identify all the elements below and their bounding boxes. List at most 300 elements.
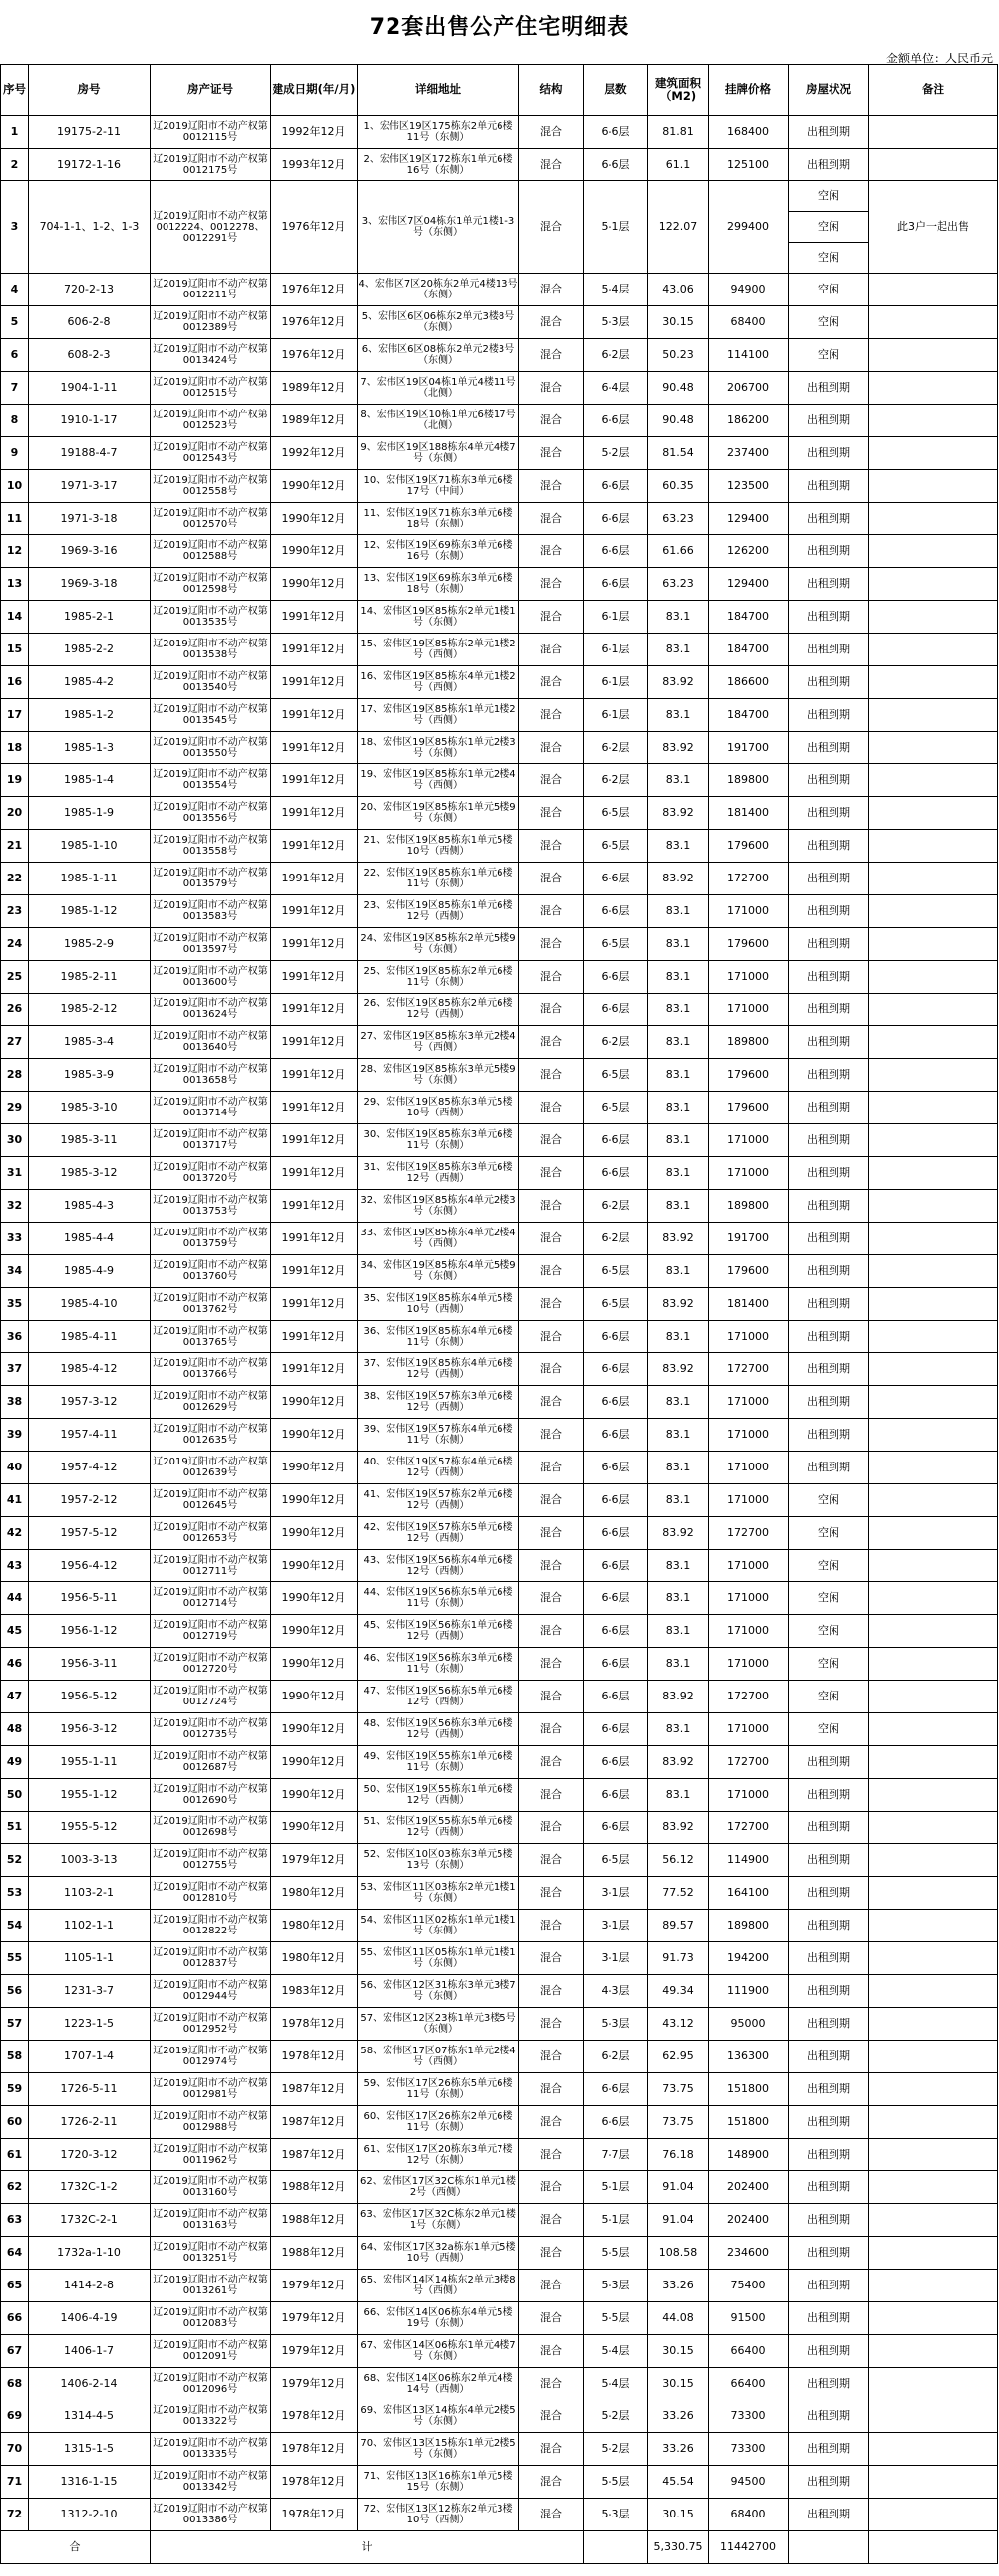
room-number-cell: 1103-2-1 bbox=[29, 1877, 151, 1910]
address-cell: 32、宏伟区19区85栋东4单元2楼3号（东侧） bbox=[358, 1190, 519, 1223]
row-number-cell: 10 bbox=[1, 470, 29, 503]
status-cell: 出租到期 bbox=[789, 1779, 869, 1812]
table-row bbox=[1, 1386, 998, 1419]
floor-cell: 6-2层 bbox=[584, 1026, 648, 1059]
area-cell: 81.81 bbox=[648, 116, 709, 149]
room-number-cell: 1406-1-7 bbox=[29, 2335, 151, 2368]
status-cell: 出租到期 bbox=[789, 1877, 869, 1910]
build-date-cell: 1990年12月 bbox=[271, 1484, 358, 1517]
area-cell: 61.66 bbox=[648, 535, 709, 568]
note-cell bbox=[869, 1452, 998, 1484]
table-row bbox=[1, 1092, 998, 1124]
address-cell: 21、宏伟区19区85栋东1单元5楼10号（西侧） bbox=[358, 830, 519, 863]
status-cell: 出租到期 bbox=[789, 2139, 869, 2171]
status-cell: 出租到期 bbox=[789, 535, 869, 568]
row-number-cell: 3 bbox=[1, 181, 29, 274]
price-cell: 94900 bbox=[709, 274, 789, 306]
room-number-cell: 19188-4-7 bbox=[29, 437, 151, 470]
certificate-number-cell: 辽2019辽阳市不动产权第0013640号 bbox=[151, 1026, 271, 1059]
note-cell bbox=[869, 1615, 998, 1648]
area-cell: 33.26 bbox=[648, 2270, 709, 2302]
structure-cell: 混合 bbox=[519, 699, 584, 732]
area-cell: 83.1 bbox=[648, 928, 709, 961]
structure-cell: 混合 bbox=[519, 1321, 584, 1353]
room-number-cell: 1720-3-12 bbox=[29, 2139, 151, 2171]
certificate-number-cell: 辽2019辽阳市不动产权第0012735号 bbox=[151, 1713, 271, 1746]
room-number-cell: 1985-1-4 bbox=[29, 764, 151, 797]
area-cell: 30.15 bbox=[648, 2368, 709, 2400]
header-cell: 建筑面积（M2) bbox=[648, 65, 709, 116]
address-cell: 14、宏伟区19区85栋东2单元1楼1号（东侧） bbox=[358, 601, 519, 634]
row-number-cell: 52 bbox=[1, 1844, 29, 1877]
area-cell: 83.1 bbox=[648, 699, 709, 732]
certificate-number-cell: 辽2019辽阳市不动产权第0012724号 bbox=[151, 1681, 271, 1713]
price-cell: 172700 bbox=[709, 1681, 789, 1713]
note-cell bbox=[869, 732, 998, 764]
area-cell: 44.08 bbox=[648, 2302, 709, 2335]
room-number-cell: 1910-1-17 bbox=[29, 405, 151, 437]
room-number-cell: 1105-1-1 bbox=[29, 1942, 151, 1975]
build-date-cell: 1988年12月 bbox=[271, 2204, 358, 2237]
status-cell: 出租到期 bbox=[789, 1353, 869, 1386]
price-cell: 171000 bbox=[709, 961, 789, 994]
address-cell: 64、宏伟区17区32a栋东1单元5楼10号（西侧） bbox=[358, 2237, 519, 2270]
address-cell: 47、宏伟区19区56栋东5单元6楼12号（西侧） bbox=[358, 1681, 519, 1713]
price-cell: 171000 bbox=[709, 1419, 789, 1452]
note-cell bbox=[869, 2270, 998, 2302]
row-number-cell: 49 bbox=[1, 1746, 29, 1779]
row-number-cell: 47 bbox=[1, 1681, 29, 1713]
note-cell bbox=[869, 2499, 998, 2531]
row-number-cell: 61 bbox=[1, 2139, 29, 2171]
table-row bbox=[1, 2466, 998, 2499]
room-number-cell: 1985-4-9 bbox=[29, 1255, 151, 1288]
note-cell bbox=[869, 1288, 998, 1321]
structure-cell: 混合 bbox=[519, 1124, 584, 1157]
floor-cell: 5-1层 bbox=[584, 2171, 648, 2204]
area-cell: 89.57 bbox=[648, 1910, 709, 1942]
certificate-number-cell: 辽2019辽阳市不动产权第0012974号 bbox=[151, 2041, 271, 2073]
address-cell: 6、宏伟区6区08栋东2单元2楼3号（东侧） bbox=[358, 339, 519, 372]
certificate-number-cell: 辽2019辽阳市不动产权第0012690号 bbox=[151, 1779, 271, 1812]
row-number-cell: 12 bbox=[1, 535, 29, 568]
certificate-number-cell: 辽2019辽阳市不动产权第0012714号 bbox=[151, 1582, 271, 1615]
row-number-cell: 41 bbox=[1, 1484, 29, 1517]
build-date-cell: 1980年12月 bbox=[271, 1877, 358, 1910]
certificate-number-cell: 辽2019辽阳市不动产权第0012711号 bbox=[151, 1550, 271, 1582]
status-cell: 空闲 bbox=[789, 1582, 869, 1615]
row-number-cell: 35 bbox=[1, 1288, 29, 1321]
certificate-number-cell: 辽2019辽阳市不动产权第0012952号 bbox=[151, 2008, 271, 2041]
address-cell: 23、宏伟区19区85栋东1单元6楼12号（西侧） bbox=[358, 895, 519, 928]
structure-cell: 混合 bbox=[519, 339, 584, 372]
address-cell: 17、宏伟区19区85栋东1单元1楼2号（西侧） bbox=[358, 699, 519, 732]
room-number-cell: 1956-3-11 bbox=[29, 1648, 151, 1681]
status-cell: 出租到期 bbox=[789, 1223, 869, 1255]
note-cell bbox=[869, 797, 998, 830]
structure-cell: 混合 bbox=[519, 895, 584, 928]
price-cell: 171000 bbox=[709, 1484, 789, 1517]
table-row bbox=[1, 994, 998, 1026]
certificate-number-cell: 辽2019辽阳市不动产权第0012837号 bbox=[151, 1942, 271, 1975]
status-cell: 出租到期 bbox=[789, 1844, 869, 1877]
status-cell: 出租到期 bbox=[789, 1255, 869, 1288]
floor-cell: 3-1层 bbox=[584, 1942, 648, 1975]
certificate-number-cell: 辽2019辽阳市不动产权第0013160号 bbox=[151, 2171, 271, 2204]
table-row bbox=[1, 2499, 998, 2531]
floor-cell: 6-6层 bbox=[584, 116, 648, 149]
structure-cell: 混合 bbox=[519, 961, 584, 994]
status-cell: 出租到期 bbox=[789, 2041, 869, 2073]
price-cell: 171000 bbox=[709, 1124, 789, 1157]
area-cell: 83.92 bbox=[648, 732, 709, 764]
structure-cell: 混合 bbox=[519, 2499, 584, 2531]
note-cell bbox=[869, 1975, 998, 2008]
price-cell: 179600 bbox=[709, 1255, 789, 1288]
header-cell: 序号 bbox=[1, 65, 29, 116]
floor-cell: 4-3层 bbox=[584, 1975, 648, 2008]
price-cell: 111900 bbox=[709, 1975, 789, 2008]
status-cell: 出租到期 bbox=[789, 2433, 869, 2466]
build-date-cell: 1991年12月 bbox=[271, 1190, 358, 1223]
build-date-cell: 1976年12月 bbox=[271, 339, 358, 372]
floor-cell: 6-6层 bbox=[584, 1157, 648, 1190]
table-row bbox=[1, 830, 998, 863]
table-row bbox=[1, 764, 998, 797]
housing-detail-table bbox=[0, 64, 998, 2564]
area-cell: 45.54 bbox=[648, 2466, 709, 2499]
floor-cell: 6-6层 bbox=[584, 1353, 648, 1386]
note-cell bbox=[869, 1844, 998, 1877]
address-cell: 44、宏伟区19区56栋东5单元6楼11号（东侧） bbox=[358, 1582, 519, 1615]
build-date-cell: 1979年12月 bbox=[271, 2270, 358, 2302]
price-cell: 202400 bbox=[709, 2204, 789, 2237]
floor-cell: 6-6层 bbox=[584, 1713, 648, 1746]
area-cell: 49.34 bbox=[648, 1975, 709, 2008]
price-cell: 172700 bbox=[709, 1746, 789, 1779]
address-cell: 41、宏伟区19区57栋东2单元6楼12号（西侧） bbox=[358, 1484, 519, 1517]
row-number-cell: 32 bbox=[1, 1190, 29, 1223]
address-cell: 20、宏伟区19区85栋东1单元5楼9号（东侧） bbox=[358, 797, 519, 830]
status-cell: 出租到期 bbox=[789, 1124, 869, 1157]
address-cell: 55、宏伟区11区05栋东1单元1楼1号（东侧） bbox=[358, 1942, 519, 1975]
room-number-cell: 1985-2-11 bbox=[29, 961, 151, 994]
note-cell bbox=[869, 764, 998, 797]
floor-cell: 6-5层 bbox=[584, 1255, 648, 1288]
structure-cell: 混合 bbox=[519, 1582, 584, 1615]
room-number-cell: 1406-2-14 bbox=[29, 2368, 151, 2400]
floor-cell: 5-5层 bbox=[584, 2466, 648, 2499]
area-cell: 62.95 bbox=[648, 2041, 709, 2073]
build-date-cell: 1993年12月 bbox=[271, 149, 358, 181]
price-cell: 171000 bbox=[709, 1550, 789, 1582]
table-row bbox=[1, 339, 998, 372]
room-number-cell: 1406-4-19 bbox=[29, 2302, 151, 2335]
build-date-cell: 1990年12月 bbox=[271, 1746, 358, 1779]
row-number-cell: 11 bbox=[1, 503, 29, 535]
certificate-number-cell: 辽2019辽阳市不动产权第0012115号 bbox=[151, 116, 271, 149]
price-cell: 186600 bbox=[709, 666, 789, 699]
structure-cell: 混合 bbox=[519, 306, 584, 339]
row-number-cell: 51 bbox=[1, 1812, 29, 1844]
certificate-number-cell: 辽2019辽阳市不动产权第0012639号 bbox=[151, 1452, 271, 1484]
price-cell: 171000 bbox=[709, 1779, 789, 1812]
status-cell: 出租到期 bbox=[789, 1812, 869, 1844]
status-cell: 出租到期 bbox=[789, 149, 869, 181]
build-date-cell: 1990年12月 bbox=[271, 1550, 358, 1582]
floor-cell: 6-5层 bbox=[584, 1844, 648, 1877]
build-date-cell: 1991年12月 bbox=[271, 666, 358, 699]
structure-cell: 混合 bbox=[519, 568, 584, 601]
address-cell: 30、宏伟区19区85栋东3单元6楼11号（东侧） bbox=[358, 1124, 519, 1157]
status-cell: 出租到期 bbox=[789, 732, 869, 764]
table-row bbox=[1, 2008, 998, 2041]
table-row bbox=[1, 1026, 998, 1059]
certificate-number-cell: 辽2019辽阳市不动产权第0013251号 bbox=[151, 2237, 271, 2270]
note-cell bbox=[869, 372, 998, 405]
address-cell: 36、宏伟区19区85栋东4单元6楼11号（东侧） bbox=[358, 1321, 519, 1353]
price-cell: 168400 bbox=[709, 116, 789, 149]
floor-cell: 6-6层 bbox=[584, 405, 648, 437]
structure-cell: 混合 bbox=[519, 1386, 584, 1419]
status-cell: 出租到期 bbox=[789, 1092, 869, 1124]
area-cell: 56.12 bbox=[648, 1844, 709, 1877]
table-row bbox=[1, 1910, 998, 1942]
row-number-cell: 28 bbox=[1, 1059, 29, 1092]
floor-cell: 6-6层 bbox=[584, 1648, 648, 1681]
row-number-cell: 20 bbox=[1, 797, 29, 830]
status-cell: 出租到期 bbox=[789, 797, 869, 830]
area-cell: 77.52 bbox=[648, 1877, 709, 1910]
build-date-cell: 1980年12月 bbox=[271, 1910, 358, 1942]
area-cell: 83.92 bbox=[648, 666, 709, 699]
area-cell: 122.07 bbox=[648, 181, 709, 274]
row-number-cell: 31 bbox=[1, 1157, 29, 1190]
certificate-number-cell: 辽2019辽阳市不动产权第0013762号 bbox=[151, 1288, 271, 1321]
address-cell: 52、宏伟区10区03栋东3单元5楼13号（东侧） bbox=[358, 1844, 519, 1877]
area-cell: 83.1 bbox=[648, 1615, 709, 1648]
room-number-cell: 1732C-2-1 bbox=[29, 2204, 151, 2237]
empty-cell bbox=[869, 2531, 998, 2564]
build-date-cell: 1976年12月 bbox=[271, 274, 358, 306]
area-cell: 63.23 bbox=[648, 503, 709, 535]
price-cell: 179600 bbox=[709, 1092, 789, 1124]
area-cell: 83.1 bbox=[648, 1092, 709, 1124]
room-number-cell: 1985-1-2 bbox=[29, 699, 151, 732]
structure-cell: 混合 bbox=[519, 2433, 584, 2466]
row-number-cell: 19 bbox=[1, 764, 29, 797]
row-number-cell: 30 bbox=[1, 1124, 29, 1157]
floor-cell: 6-6层 bbox=[584, 961, 648, 994]
row-number-cell: 68 bbox=[1, 2368, 29, 2400]
note-cell bbox=[869, 1255, 998, 1288]
structure-cell: 混合 bbox=[519, 1059, 584, 1092]
note-cell bbox=[869, 830, 998, 863]
certificate-number-cell: 辽2019辽阳市不动产权第0013759号 bbox=[151, 1223, 271, 1255]
certificate-number-cell: 辽2019辽阳市不动产权第0012719号 bbox=[151, 1615, 271, 1648]
address-cell: 37、宏伟区19区85栋东4单元6楼12号（西侧） bbox=[358, 1353, 519, 1386]
note-cell bbox=[869, 1910, 998, 1942]
build-date-cell: 1991年12月 bbox=[271, 1288, 358, 1321]
table-row bbox=[1, 2302, 998, 2335]
address-cell: 8、宏伟区19区10栋1单元6楼17号（北侧） bbox=[358, 405, 519, 437]
status-cell: 出租到期 bbox=[789, 372, 869, 405]
address-cell: 58、宏伟区17区07栋东1单元2楼4号（西侧） bbox=[358, 2041, 519, 2073]
certificate-number-cell: 辽2019辽阳市不动产权第0012698号 bbox=[151, 1812, 271, 1844]
area-cell: 83.1 bbox=[648, 1648, 709, 1681]
note-cell bbox=[869, 2302, 998, 2335]
structure-cell: 混合 bbox=[519, 1844, 584, 1877]
price-cell: 181400 bbox=[709, 797, 789, 830]
certificate-number-cell: 辽2019辽阳市不动产权第0013163号 bbox=[151, 2204, 271, 2237]
table-row bbox=[1, 601, 998, 634]
table-row bbox=[1, 699, 998, 732]
structure-cell: 混合 bbox=[519, 2400, 584, 2433]
certificate-number-cell: 辽2019辽阳市不动产权第0012645号 bbox=[151, 1484, 271, 1517]
status-cell: 出租到期 bbox=[789, 699, 869, 732]
row-number-cell: 13 bbox=[1, 568, 29, 601]
row-number-cell: 18 bbox=[1, 732, 29, 764]
row-number-cell: 58 bbox=[1, 2041, 29, 2073]
floor-cell: 5-3层 bbox=[584, 2499, 648, 2531]
room-number-cell: 1223-1-5 bbox=[29, 2008, 151, 2041]
certificate-number-cell: 辽2019辽阳市不动产权第0013556号 bbox=[151, 797, 271, 830]
floor-cell: 6-2层 bbox=[584, 1190, 648, 1223]
floor-cell: 6-6层 bbox=[584, 1582, 648, 1615]
build-date-cell: 1976年12月 bbox=[271, 306, 358, 339]
floor-cell: 6-1层 bbox=[584, 666, 648, 699]
status-cell: 出租到期 bbox=[789, 2106, 869, 2139]
floor-cell: 6-6层 bbox=[584, 149, 648, 181]
build-date-cell: 1990年12月 bbox=[271, 568, 358, 601]
note-cell bbox=[869, 1321, 998, 1353]
row-number-cell: 14 bbox=[1, 601, 29, 634]
area-cell: 33.26 bbox=[648, 2400, 709, 2433]
row-number-cell: 62 bbox=[1, 2171, 29, 2204]
certificate-number-cell: 辽2019辽阳市不动产权第0012224、0012278、0012291号 bbox=[151, 181, 271, 274]
build-date-cell: 1990年12月 bbox=[271, 1582, 358, 1615]
status-cell: 出租到期 bbox=[789, 863, 869, 895]
address-cell: 12、宏伟区19区69栋东3单元6楼16号（东侧） bbox=[358, 535, 519, 568]
status-cell: 出租到期 bbox=[789, 1190, 869, 1223]
price-cell: 237400 bbox=[709, 437, 789, 470]
note-cell bbox=[869, 1386, 998, 1419]
price-cell: 189800 bbox=[709, 1910, 789, 1942]
room-number-cell: 1956-3-12 bbox=[29, 1713, 151, 1746]
build-date-cell: 1991年12月 bbox=[271, 895, 358, 928]
note-cell bbox=[869, 2237, 998, 2270]
floor-cell: 5-4层 bbox=[584, 274, 648, 306]
room-number-cell: 1971-3-17 bbox=[29, 470, 151, 503]
table-row bbox=[1, 666, 998, 699]
area-cell: 83.92 bbox=[648, 1681, 709, 1713]
status-cell: 出租到期 bbox=[789, 1157, 869, 1190]
area-cell: 90.48 bbox=[648, 405, 709, 437]
status-cell: 出租到期 bbox=[789, 2368, 869, 2400]
note-cell bbox=[869, 116, 998, 149]
area-cell: 83.1 bbox=[648, 1779, 709, 1812]
floor-cell: 5-2层 bbox=[584, 2400, 648, 2433]
certificate-number-cell: 辽2019辽阳市不动产权第0013600号 bbox=[151, 961, 271, 994]
certificate-number-cell: 辽2019辽阳市不动产权第0012389号 bbox=[151, 306, 271, 339]
price-cell: 125100 bbox=[709, 149, 789, 181]
address-cell: 53、宏伟区11区03栋东2单元1楼1号（东侧） bbox=[358, 1877, 519, 1910]
room-number-cell: 1956-5-11 bbox=[29, 1582, 151, 1615]
row-number-cell: 37 bbox=[1, 1353, 29, 1386]
status-cell: 出租到期 bbox=[789, 568, 869, 601]
build-date-cell: 1990年12月 bbox=[271, 503, 358, 535]
header-cell: 详细地址 bbox=[358, 65, 519, 116]
room-number-cell: 1003-3-13 bbox=[29, 1844, 151, 1877]
status-cell: 空闲 bbox=[789, 1615, 869, 1648]
certificate-number-cell: 辽2019辽阳市不动产权第0013550号 bbox=[151, 732, 271, 764]
room-number-cell: 1985-3-9 bbox=[29, 1059, 151, 1092]
table-row bbox=[1, 732, 998, 764]
structure-cell: 混合 bbox=[519, 2270, 584, 2302]
build-date-cell: 1979年12月 bbox=[271, 2335, 358, 2368]
note-cell bbox=[869, 2106, 998, 2139]
structure-cell: 混合 bbox=[519, 1615, 584, 1648]
area-cell: 83.1 bbox=[648, 1059, 709, 1092]
row-number-cell: 29 bbox=[1, 1092, 29, 1124]
certificate-number-cell: 辽2019辽阳市不动产权第0012096号 bbox=[151, 2368, 271, 2400]
structure-cell: 混合 bbox=[519, 2041, 584, 2073]
floor-cell: 6-6层 bbox=[584, 1452, 648, 1484]
note-cell bbox=[869, 2466, 998, 2499]
build-date-cell: 1991年12月 bbox=[271, 797, 358, 830]
price-cell: 171000 bbox=[709, 994, 789, 1026]
build-date-cell: 1990年12月 bbox=[271, 1779, 358, 1812]
certificate-number-cell: 辽2019辽阳市不动产权第0012598号 bbox=[151, 568, 271, 601]
build-date-cell: 1990年12月 bbox=[271, 1419, 358, 1452]
table-row bbox=[1, 797, 998, 830]
build-date-cell: 1991年12月 bbox=[271, 1353, 358, 1386]
area-cell: 83.1 bbox=[648, 830, 709, 863]
structure-cell: 混合 bbox=[519, 535, 584, 568]
note-cell bbox=[869, 1190, 998, 1223]
price-cell: 73300 bbox=[709, 2433, 789, 2466]
row-number-cell: 67 bbox=[1, 2335, 29, 2368]
address-cell: 56、宏伟区12区31栋东3单元3楼7号（东侧） bbox=[358, 1975, 519, 2008]
status-cell: 出租到期 bbox=[789, 2302, 869, 2335]
area-cell: 30.15 bbox=[648, 2499, 709, 2531]
status-cell: 空闲 bbox=[789, 1681, 869, 1713]
build-date-cell: 1990年12月 bbox=[271, 1713, 358, 1746]
build-date-cell: 1978年12月 bbox=[271, 2499, 358, 2531]
address-cell: 49、宏伟区19区55栋东1单元6楼11号（东侧） bbox=[358, 1746, 519, 1779]
address-cell: 60、宏伟区17区26栋东2单元6楼11号（东侧） bbox=[358, 2106, 519, 2139]
note-cell bbox=[869, 2204, 998, 2237]
room-number-cell: 1985-3-12 bbox=[29, 1157, 151, 1190]
row-number-cell: 25 bbox=[1, 961, 29, 994]
structure-cell: 混合 bbox=[519, 732, 584, 764]
room-number-cell: 1315-1-5 bbox=[29, 2433, 151, 2466]
status-cell: 出租到期 bbox=[789, 2400, 869, 2433]
note-cell bbox=[869, 2139, 998, 2171]
structure-cell: 混合 bbox=[519, 1550, 584, 1582]
row-number-cell: 27 bbox=[1, 1026, 29, 1059]
table-row bbox=[1, 1255, 998, 1288]
table-row bbox=[1, 470, 998, 503]
certificate-number-cell: 辽2019辽阳市不动产权第0012981号 bbox=[151, 2073, 271, 2106]
structure-cell: 混合 bbox=[519, 116, 584, 149]
structure-cell: 混合 bbox=[519, 470, 584, 503]
address-cell: 34、宏伟区19区85栋东4单元5楼9号（东侧） bbox=[358, 1255, 519, 1288]
note-cell bbox=[869, 1812, 998, 1844]
structure-cell: 混合 bbox=[519, 1452, 584, 1484]
address-cell: 61、宏伟区17区20栋东3单元7楼12号（东侧） bbox=[358, 2139, 519, 2171]
build-date-cell: 1983年12月 bbox=[271, 1975, 358, 2008]
